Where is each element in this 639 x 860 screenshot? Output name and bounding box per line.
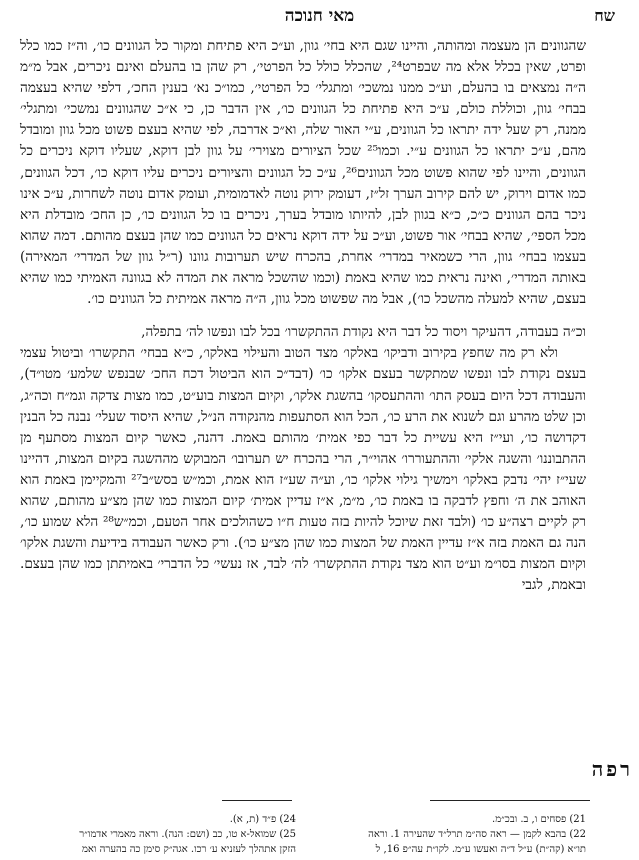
footnote-divider-left — [222, 800, 292, 801]
footnote-divider-right — [430, 800, 590, 801]
footnote-line: 22) בהבא לקמן — ראה סה״מ תרל״ד שהעירה 1. וראה — [368, 829, 586, 840]
paragraph: שהגוונים הן מעצמה ומהותה, והיינו שגם היא בחי׳ גוון, וע״כ היא פתיחת ומקור כל הגוונים כו׳, וה״ז כמו כלל ופרט, שאין בכלל אלא מה שבפרט²⁴, שהכלל כולל כל הפרטי׳, רק שהן בו בהעלם ואינם ניכרים, אבל מ״מ ה״ה נמצאים בו בהעלם, וע״כ ממנו נמשכי׳ ומתגלי׳ כל הפרטי׳, כמו״כ נא׳ בענין החכ׳, דלפי שהיא בעצמה בבחי׳ גוון, וכוללת כולם, ע״כ היא פתיחת כל הגוונים כו׳, אין הדבר כן, כי א״כ שהגוונים נמשכי׳ ומתגלי׳ ממנה, רק שעל ידה יתראו כל הגוונים, ע״י האור שלה, וא״כ אדרבה, לפי שהיא בעצם פשוט מכל גוון ומובדל מהם, ע״כ יתראו כל הגוונים ע״י. וכמו²⁵ שכל הציורים מצוירי׳ על גוון לבן דוקא, שעליו דוקא ניכרים כל הגוונים, והיינו לפי שהוא פשוט מכל הגוונים²⁶, ע״כ כל הגוונים והציורים ניכרים עליו דוקא כו׳, דכל הגוונים, כמו אדום וירוק, יש להם קירוב הערך זל״ז, דעומק ירוק נוטה לאדמומית, ועומק אדום נוטה לשחרות, ע״כ אינו ניכר בהם הגוונים כ״כ, כ״א בגוון לבן, להיותו מובדל בערך, ניכרים בו כל הגוונים כו׳, כן החכ׳ מובדלת היא מכל הספי׳, שהיא בבחי׳ אור פשוט, וע״כ על ידה דוקא נראים כל הגוונים כמו שהן בעצם מהותם. דמה שהוא בעצמו בבחי׳ גוון, הרי כשמאיר במדרי׳ אחרת, בהכרח שיש תערובות גוונו (ר״ל גוון של המדרי׳ המאירה) באותה המדרי׳, ואינה נראית כמו שהיא באמת (וכמו שהשכל מראה את המדה לא בגוונה האמיתי כמו שהיא בעצם, שהיא למעלה מהשכל כו׳), אבל מה שפשוט מכל גוון, ה״ה מראה אמיתית כל הגוונים כו׳. — [20, 38, 587, 308]
footnote-line: 25) שמואל-א טו, כב (ושם: הנה). וראה מאמרי אדמו״ר — [79, 829, 296, 840]
footnote-line: תו״א (קה״ת) ע״ל ד״ה ואעשו ע״מ. לקו״ת עה״פ 16, ל — [375, 844, 586, 855]
page-number: שח — [594, 6, 615, 25]
paragraph: ולא רק מה שחפץ בקירוב ודביקו׳ באלקו׳ מצד הטוב והעילוי באלקו׳, כ״א בבחי׳ התקשרו׳ וביטול עצמי בעצם נקודת לבו ונפשו שמתקשר בעצם אלקו׳ כו׳ (דבד״כ הוא הביטול דכח החכ׳ שבנפש שלמע׳ מטו״ד), והעבודה דכל היום בעסק התו׳ וההתעסקו׳ בהשגת אלקו׳, וקיום המצות בוע״ט, כמו מצות צדקה וגמ״ח וכה״ג, וכן שלט מהרע וגם לשנוא את הרע כו׳, הכל הוא הסתעפות מהנקודה הנ״ל, שהיא היסוד שעלי׳ נבנה כל הבנין דקדושה כו׳, ועי״ז היא עשיית כל דבר כפי אמית׳ מהותם באמת. דהנה, כאשר קיום המצות מסתעף מן ההתבוננו׳ והשגה אלקי׳ וההתעוררו׳ אהוי״ר, הרי בהכרח יש תערובו׳ המבוקש מההשגה בקיום המצות, דהיינו שעי״ז יהי׳ נדבק באלקו׳ וימשיך גילוי אלקו׳ כו׳, וע״ה שע״ז הוא אמת, וכמ״ש בסש״ב²⁷ והמקיימן באמת הוא האוהב את ה׳ וחפץ לדבקה בו באמת כו׳, מ״מ, א״ז עדיין אמית׳ קיום המצות כמו שהן מצ״ע מהותם, שהוא רק לקיים רצה״ע כו׳ (ולבד זאת שיוכל להיות בזה טעות ח״ו כשהולכים אחר הטעם, וכמ״ש²⁸ הלא שמוע כו׳, הנה גם האמת בזה א״ז עדיין האמת של המצות כמו שהן מצ״ע כו׳). ורק כאשר העבודה בידיעת והשגת אלקו׳ וקיום המצות בסו״מ וע״ט הוא מצד נקודת ההתקשרו׳ לה׳ לבד, אז נעשי׳ כל הדברי׳ באמיתתן כמו שהן בעצם. ובאמת, לגבי — [20, 345, 586, 594]
footnote-line: 24) פ״ד (ת, א). — [229, 814, 296, 825]
paragraph: וכ״ה בעבודה, דהעיקר ויסוד כל דבר היא נקודת ההתקשרו׳ בכל לבו ונפשו לה׳ בתפלה, — [141, 324, 586, 341]
page-header — [0, 6, 639, 30]
footnote-line: 21) פסחים ו, ב. ובכ״מ. — [492, 814, 586, 825]
footnote-column-right — [310, 812, 586, 857]
running-title: מאי חנוכה — [284, 6, 355, 26]
footnote-line: הזקן אתהלך לעזניא ע׳ רכו. אגה״ק סימן כה בהערה ואמ — [81, 844, 296, 855]
margin-label: רפה — [591, 757, 633, 781]
footnote-column-left — [20, 812, 296, 857]
footnotes — [20, 812, 586, 860]
main-text — [20, 36, 586, 596]
